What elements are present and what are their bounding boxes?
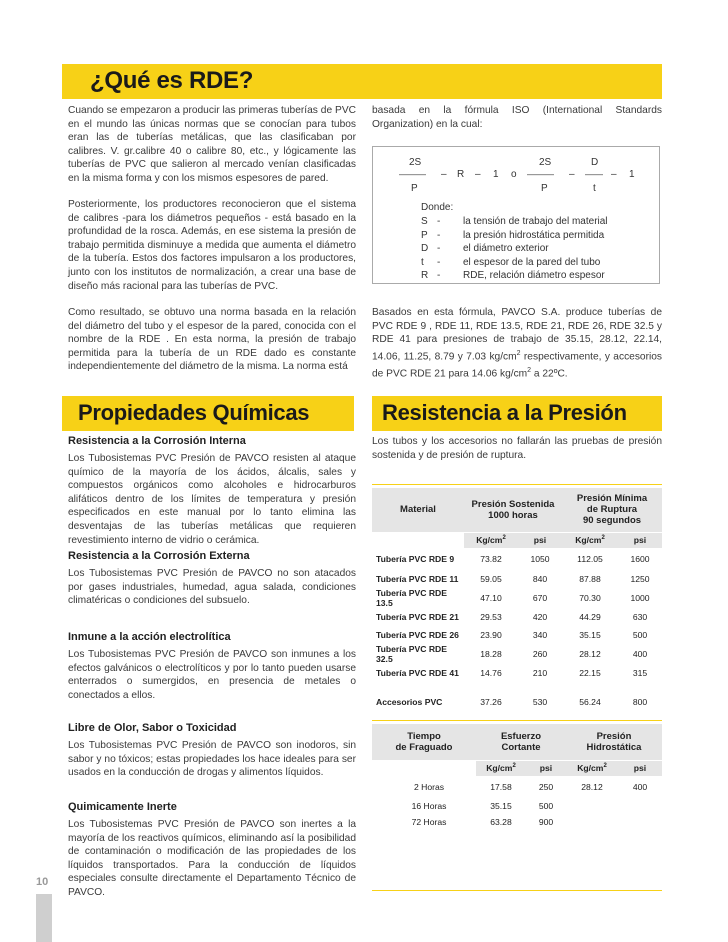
rde-right-paragraph-2 [372,306,662,381]
cell-value: 18.28 [480,649,502,659]
cell-value: 59.05 [480,574,502,584]
cell-value: 28.12 [579,649,601,659]
def-symbol: R [421,270,429,281]
th-material: Material [400,504,436,516]
cell-value: 22.15 [579,668,601,678]
def-dash: - [437,256,441,268]
formula-num-2: 2S [539,157,552,168]
quimicas-section-body: Los Tubosistemas PVC Presión de PAVCO son inodoros, sin sabor y no tóxicos; estas propiedades los hace ideales para ser usados en la conducción de drogas y alimentos líquidos. [68,740,356,779]
formula-minus-1: – [441,169,447,180]
def-description: RDE, relación diámetro espesor [463,270,605,281]
th2-unit-3: $Kg/cm^2$ [566,760,618,776]
cell-value: 800 [632,697,648,707]
fraguado-table-header [372,724,662,760]
th-unit-4: psi [618,532,662,548]
def-dash: - [437,229,441,241]
cell-value: 1250 [630,574,650,584]
def-description: el espesor de la pared del tubo [463,256,601,268]
def-description: la tensión de trabajo del material [463,216,608,227]
cell-value: 73.82 [480,554,502,564]
table-row [372,608,662,626]
cell-value: 260 [532,649,548,659]
th-sostenida-2: 1000 horas [488,509,538,521]
cell-value: 670 [532,593,548,603]
quimicas-section-body: Los Tubosistemas PVC Presión de PAVCO son inertes a la mayoría de los reactivos químicos, eliminando así la posibilidad de contaminación o modificación de las propiedades de los líquidos transportados. Para la conducción de líquidos especiales consulte directamente el Departamento Técnico de PAVCO. [68,819,356,898]
th-sostenida [464,488,562,532]
th2-empty [372,760,476,776]
def-dash: - [437,216,441,227]
cell-value: 37.26 [480,697,502,707]
page-tab [36,894,52,942]
def-symbol: D [421,243,429,254]
table-row [372,798,662,814]
cell-value [618,814,662,830]
presion-banner [372,396,662,431]
quimicas-section-body: Los Tubosistemas PVC Presión de PAVCO resisten al ataque químico de la mayoría de los ácidos, álcalis, sales y compuestos orgánicos como alcoholes e hidrocarburos alifáticos dentro de los límites de temperatura y presión especificados en este manual por lo tanto elimina las desventajas de las tuberías metálicas que requieren revestimiento interno de vidrio o cerámica. [68,453,356,546]
formula-minus-4: – [611,169,617,180]
formula-num-1: 2S [409,157,422,168]
cell-value: 1050 [530,554,550,564]
cell-value: 23.90 [480,630,502,640]
cell-value [566,798,618,814]
row-label: Tubería PVC RDE 13.5 [376,588,447,608]
row-label: Accesorios PVC [376,697,443,707]
def-description: la presión hidrostática permitida [463,229,605,241]
cell-value: 500 [538,801,554,811]
th2-unit-4: psi [618,760,662,776]
th-unit-1: $Kg/cm^2$ [464,532,518,548]
quimicas-section-heading: Inmune a la acción electrolítica [68,631,231,643]
cell-value: 28.12 [581,782,603,792]
cell-value: 250 [538,782,554,792]
cell-value: 112.05 [577,554,603,564]
cell-value: 530 [532,697,548,707]
cell-value: 1600 [630,554,650,564]
cell-value: 70.30 [579,593,601,603]
row-label: Tubería PVC RDE 32.5 [376,644,447,664]
formula-o: o [511,169,517,180]
def-description: el diámetro exterior [463,243,549,254]
cell-value: 340 [532,630,548,640]
table2-top-rule [372,720,662,721]
row-label: Tubería PVC RDE 41 [376,668,459,678]
bottom-rule [372,890,662,891]
formula-den-2: P [541,183,548,194]
table-row [372,570,662,588]
formula-bar-2: ——— [527,169,554,179]
def-symbol: P [421,229,428,241]
cell-value: 630 [632,612,648,622]
cell-value: 400 [632,649,648,659]
table-row [372,776,662,798]
fraguado-table-units [372,760,662,776]
quimicas-banner [62,396,354,431]
formula-r: R [457,169,465,180]
fraguado-table [372,724,662,830]
quimicas-section-body: Los Tubosistemas PVC Presión de PAVCO son inmunes a los efectos galvánicos o electrolíticos y por lo tanto pueden usarse enterrados o sumergidos, en presencia de metales o conectados a ellos. [68,649,356,701]
formula-one-2: 1 [629,169,635,180]
rde-title: ¿Qué es RDE? [90,67,254,94]
sup-2a: 2 [516,349,521,357]
formula-den-1: P [411,183,418,194]
rde-right-paragraph-2c: a 22ºC. [531,368,568,380]
page-number: 10 [36,876,49,888]
quimicas-section-heading: Quimicamente Inerte [68,801,177,813]
formula-bar-1: ——— [399,169,426,179]
th-minima-3: 90 segundos [582,515,642,527]
quimicas-section-body: Los Tubosistemas PVC Presión de PAVCO no son atacados por gases industriales, humedad, agua salada, condiciones climatéricas o condiciones del subsuelo. [68,568,356,607]
pressure-table [372,488,662,722]
row-label: 72 Horas [411,817,447,827]
cell-value: 87.88 [579,574,601,584]
cell-value: 400 [632,782,648,792]
formula-minus-2: – [475,169,481,180]
th-minima-1: Presión Mínima [576,493,648,505]
cell-value: 56.24 [579,697,601,707]
table-row [372,588,662,608]
th2-unit-2: psi [526,760,566,776]
sup-2b: 2 [527,366,532,374]
row-label: 16 Horas [411,801,447,811]
table-row [372,814,662,830]
table-row [372,682,662,722]
formula-box [372,146,660,284]
table-row [372,548,662,570]
formula-num-3: D [591,157,599,168]
row-label: Tubería PVC RDE 9 [376,554,455,564]
cell-value: 500 [632,630,648,640]
row-label: Tubería PVC RDE 26 [376,630,459,640]
quimicas-title: Propiedades Químicas [78,400,310,425]
th-tiempo: Tiempo de Fraguado [395,730,453,753]
table-row [372,644,662,664]
cell-value [618,798,662,814]
formula-minus-3: – [569,169,575,180]
cell-value: 210 [532,668,548,678]
cell-value: 900 [538,817,554,827]
th-minima-2: de Ruptura [586,504,638,516]
cell-value: 840 [532,574,548,584]
th-esfuerzo: Esfuerzo Cortante [500,730,542,753]
th-unit-2: psi [518,532,562,548]
presion-intro: Los tubos y los accesorios no fallarán las pruebas de presión sostenida y de presión de ruptura. [372,436,662,461]
cell-value: 63.28 [490,817,512,827]
presion-title: Resistencia a la Presión [382,400,627,425]
th-empty [372,532,464,548]
th-minima [562,488,662,532]
cell-value [566,814,618,830]
quimicas-section-heading: Resistencia a la Corrosión Interna [68,435,246,447]
row-label: Tubería PVC RDE 11 [376,574,459,584]
def-symbol: S [421,216,428,227]
table-row [372,664,662,682]
def-symbol: t [421,256,424,268]
pressure-table-units [372,532,662,548]
formula-donde: Donde: [421,202,454,213]
table1-top-rule [372,484,662,485]
rde-banner [62,64,662,99]
rde-right-paragraph-2b: respectivamente, y accesorios de PVC RDE 21 para 14.06 kg/cm [372,351,663,380]
quimicas-section-heading: Libre de Olor, Sabor o Toxicidad [68,722,237,734]
pressure-table-header [372,488,662,532]
cell-value: 35.15 [579,630,601,640]
cell-value: 315 [632,668,648,678]
th-unit-3: $Kg/cm^2$ [562,532,618,548]
cell-value: 14.76 [480,668,502,678]
rde-left-paragraph-2: Posteriormente, los productores reconocieron que el sistema de calibres -para los diámetros pequeños - está basado en la profundidad de la rosca. Además, en ese sistema la presión de trabajo permitida disminuye a medida que aumenta el diámetro de la tubería. Estos dos factores impulsaron a los productores, junto con los institutos de normalización, a crear una base de diseño más racional para las tuberías de PVC. [68,199,356,292]
cell-value: 35.15 [490,801,512,811]
formula-one-1: 1 [493,169,499,180]
cell-value: 17.58 [490,782,512,792]
th-sostenida-1: Presión Sostenida [471,498,555,510]
def-dash: - [437,270,441,281]
rde-left-paragraph-1: Cuando se empezaron a producir las primeras tuberías de PVC en el mundo las únicas normas que se conocían para tubos eran las de tuberías metálicas, que las clasificaban por calibres. V. gr.calibre 40 o calibre 80, etc., y lógicamente las tuberías de PVC que salieron al mercado venían clasificadas en la misma forma y con los mismos espesores de pared. [68,105,356,184]
cell-value: 47.10 [480,593,502,603]
formula-bar-3: —— [585,169,603,179]
row-label: 2 Horas [413,782,445,792]
formula-den-3: t [593,183,596,194]
rde-right-paragraph-1: basada en la fórmula ISO (International Standards Organization) en la cual: [372,105,662,130]
cell-value: 1000 [630,593,650,603]
row-label: Tubería PVC RDE 21 [376,612,459,622]
rde-right-paragraph-2a: Basados en esta fórmula, PAVCO S.A. produce tuberías de PVC RDE 9 , RDE 11, RDE 13.5, RDE 21, RDE 26, RDE 32.5 y RDE 41 para presiones de trabajo de 35.15, 28.12, 22.14, 14.06, 11.25, 8.79 y 7.03 kg/cm [372,307,662,363]
cell-value: 420 [532,612,548,622]
quimicas-section-heading: Resistencia a la Corrosión Externa [68,550,250,562]
cell-value: 29.53 [480,612,502,622]
def-dash: - [437,243,441,254]
cell-value: 44.29 [579,612,601,622]
table-row [372,626,662,644]
th2-unit-1: $Kg/cm^2$ [476,760,526,776]
th-presion: Presión Hidrostática [586,730,642,753]
rde-left-paragraph-3: Como resultado, se obtuvo una norma basada en la relación del diámetro del tubo y el espesor de la pared, conocida con el nombre de la RDE . En esta norma, la presión de trabajo permitida para la tubería de un RDE dado es constante independientemente del diámetro de la misma. La norma está [68,307,356,373]
